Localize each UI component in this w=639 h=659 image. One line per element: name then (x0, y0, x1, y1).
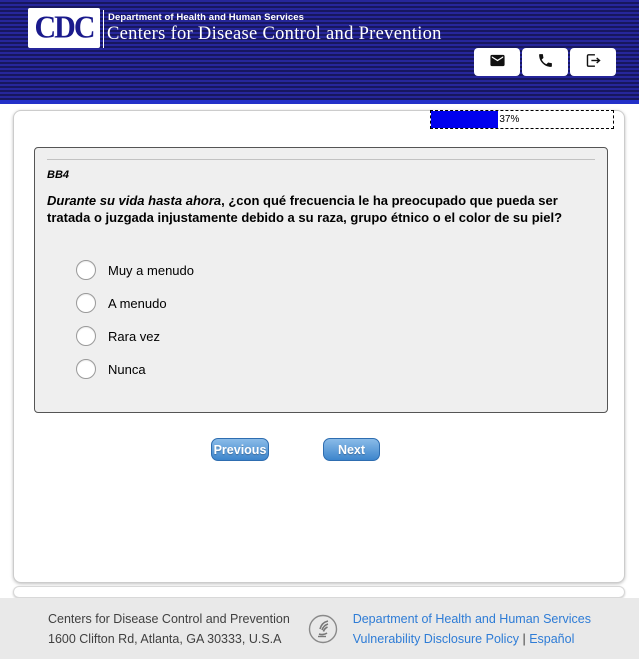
option-label: A menudo (108, 295, 167, 311)
logo-divider (103, 10, 104, 48)
mail-button[interactable] (474, 48, 520, 76)
question-rest: , ¿con qué frecuencia le ha preocupado que pueda ser tratada o juzgada injustamente debido a su raza, grupo étnico o el color de su piel? (47, 193, 563, 225)
cdc-logo[interactable] (28, 8, 100, 48)
question-panel (34, 147, 608, 413)
survey-card (13, 110, 625, 583)
option-label: Rara vez (108, 328, 161, 344)
option-row-a-menudo[interactable] (76, 293, 595, 313)
header-button-group (474, 48, 616, 76)
previous-button[interactable]: Previous (211, 438, 269, 461)
hhs-link[interactable]: Department of Health and Human Services (352, 611, 591, 626)
options-list (76, 260, 595, 379)
footer-address-block (48, 609, 290, 649)
hhs-logo (307, 613, 339, 645)
footer-org-name: Centers for Disease Control and Prevention (48, 611, 290, 626)
footer-address: 1600 Clifton Rd, Atlanta, GA 30333, U.S.A (48, 631, 282, 646)
phone-button[interactable] (522, 48, 568, 76)
question-id: BB4 (47, 169, 70, 181)
logout-icon (585, 52, 602, 72)
vulnerability-disclosure-link[interactable]: Vulnerability Disclosure Policy (352, 631, 519, 646)
header (0, 0, 639, 104)
radio-muy-a-menudo[interactable] (76, 260, 96, 280)
bottom-strip-card (13, 586, 625, 598)
radio-a-menudo[interactable] (76, 293, 96, 313)
progress-fill (431, 111, 498, 128)
option-label: Muy a menudo (108, 262, 194, 278)
link-separator: | (522, 631, 526, 646)
header-department-text: Department of Health and Human Services (108, 12, 305, 23)
progress-bar (430, 110, 614, 129)
mail-icon (489, 52, 506, 72)
option-label: Nunca (108, 361, 146, 377)
footer (0, 598, 639, 659)
footer-links (353, 609, 591, 649)
radio-rara-vez[interactable] (76, 326, 96, 346)
next-button[interactable]: Next (323, 438, 380, 461)
radio-nunca[interactable] (76, 359, 96, 379)
option-row-rara-vez[interactable] (76, 326, 595, 346)
logout-button[interactable] (570, 48, 616, 76)
header-organization-text: Centers for Disease Control and Prevention (107, 24, 442, 44)
footer-links-block (307, 609, 591, 649)
option-row-muy-a-menudo[interactable] (76, 260, 595, 280)
option-row-nunca[interactable] (76, 359, 595, 379)
question-panel-divider (47, 159, 595, 160)
espanol-link[interactable]: Español (529, 631, 575, 646)
question-text (47, 192, 603, 226)
phone-icon (537, 52, 554, 72)
question-lead: Durante su vida hasta ahora (47, 193, 222, 208)
progress-label: 37% (499, 114, 520, 125)
cdc-logo-text: CDC (34, 10, 94, 45)
